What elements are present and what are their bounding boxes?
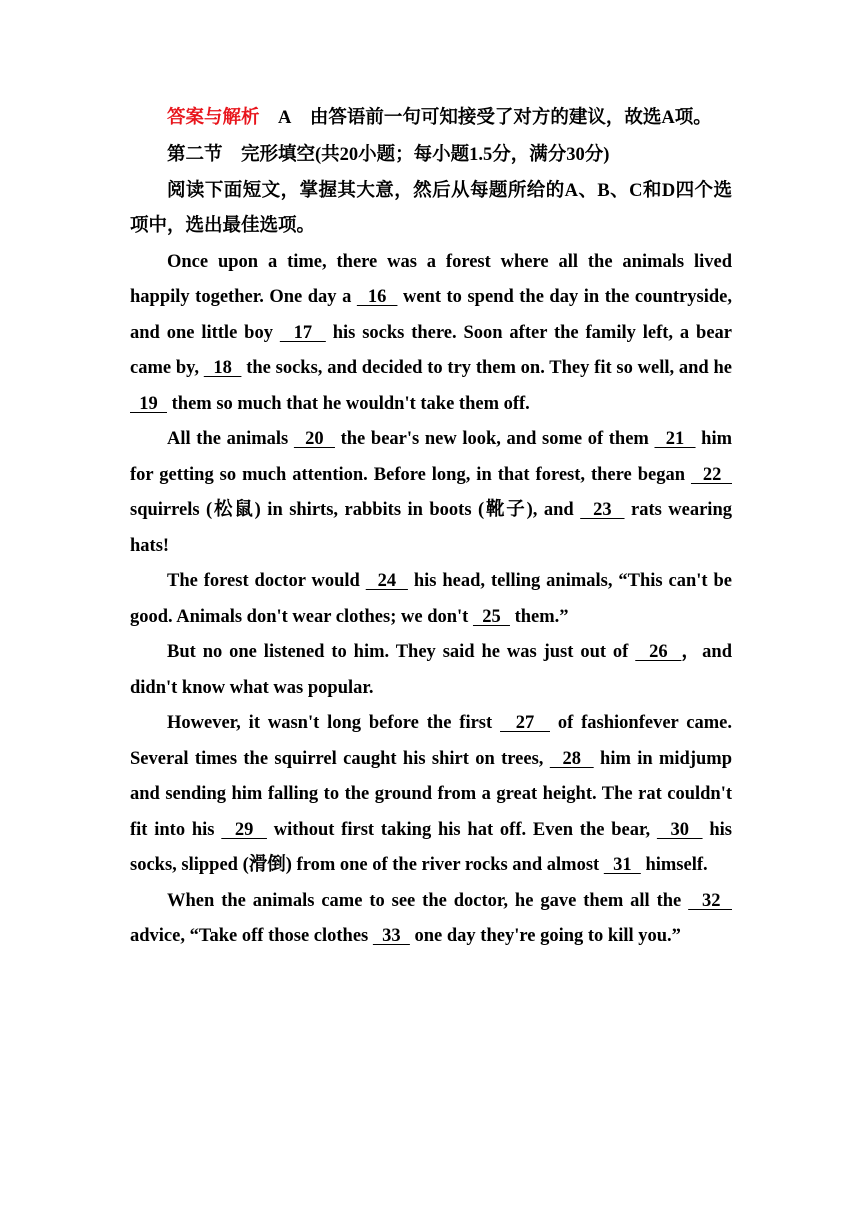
passage-paragraph-2 [130,422,732,564]
passage-text: When the animals came to see the doctor, he gave them all the [167,890,689,911]
document-content [130,98,732,955]
passage-text: rats wearing hats! [130,500,732,556]
passage-text: ，and didn't know what was popular. [130,642,733,698]
passage-paragraph-1 [130,245,732,423]
blank-21: 21 [654,429,696,449]
passage-text: the bear's new look, and some of them [334,429,655,449]
passage-paragraph-4 [130,635,732,706]
passage-text: his head, telling animals, “This can't be good. Animals don't wear clothes; we don't [130,571,733,627]
passage-text: them so much that he wouldn't take them off. [167,393,530,414]
passage-paragraph-5 [130,706,732,884]
passage-text: them.” [509,606,569,627]
blank-27: 27 [500,713,550,733]
blank-29: 29 [221,819,267,840]
blank-30: 30 [656,819,703,840]
blank-23: 23 [580,500,625,520]
blank-17: 17 [279,322,326,343]
passage-text: The forest doctor would [167,571,366,591]
passage-paragraph-3 [130,564,732,635]
blank-18: 18 [203,358,242,378]
passage-text: went to spend the day in the countryside, and one little boy [130,287,733,343]
passage-text: However, it wasn't long before the first [167,713,501,733]
blank-24: 24 [365,571,408,591]
passage-text: his socks, slipped (滑倒) from one of the river rocks and almost [130,819,732,875]
passage-text: advice, “Take off those clothes [130,926,373,946]
blank-26: 26 [635,642,682,662]
passage-text: himself. [640,855,708,875]
passage-text: one day they're going to kill you.” [409,926,681,946]
answer-explanation [130,98,732,138]
passage-text: him in midjump and sending him falling to the ground from a great height. The rat couldn't fit into his [130,748,732,840]
passage-text: the socks, and decided to try them on. They fit so well, and he [241,358,732,378]
passage-text: squirrels (松鼠) in shirts, rabbits in boots (靴子), and [130,500,581,520]
passage-paragraph-6 [130,884,732,955]
blank-19: 19 [130,393,167,414]
blank-33: 33 [372,926,410,946]
answer-text: 由答语前一句可知接受了对方的建议，故选A项。 [309,108,712,128]
blank-20: 20 [293,429,335,449]
passage-text: of fashionfever came. Several times the squirrel caught his shirt on trees, [130,713,733,769]
blank-22: 22 [690,464,732,485]
blank-31: 31 [603,855,641,875]
blank-28: 28 [549,748,594,769]
passage-text: But no one listened to him. They said he was just out of [167,642,636,662]
answer-label: 答案与解析 [167,108,260,128]
blank-32: 32 [688,890,732,911]
passage-text: All the animals [167,429,294,449]
answer-letter: A [278,108,292,128]
section-instruction: 阅读下面短文，掌握其大意，然后从每题所给的A、B、C和D四个选项中，选出最佳选项。 [130,180,732,236]
passage-text: his socks there. Soon after the family left, a bear came by, [130,322,732,378]
passage-text: without first taking his hat off. Even the bear, [266,819,657,840]
section-title: 第二节 完形填空(共20小题；每小题1.5分，满分30分) [167,145,610,165]
blank-16: 16 [356,287,398,307]
passage-text: Once upon a time, there was a forest where all the animals lived happily together. One day a [130,251,732,307]
passage-text: him for getting so much attention. Before long, in that forest, there began [130,429,733,485]
blank-25: 25 [472,606,510,627]
